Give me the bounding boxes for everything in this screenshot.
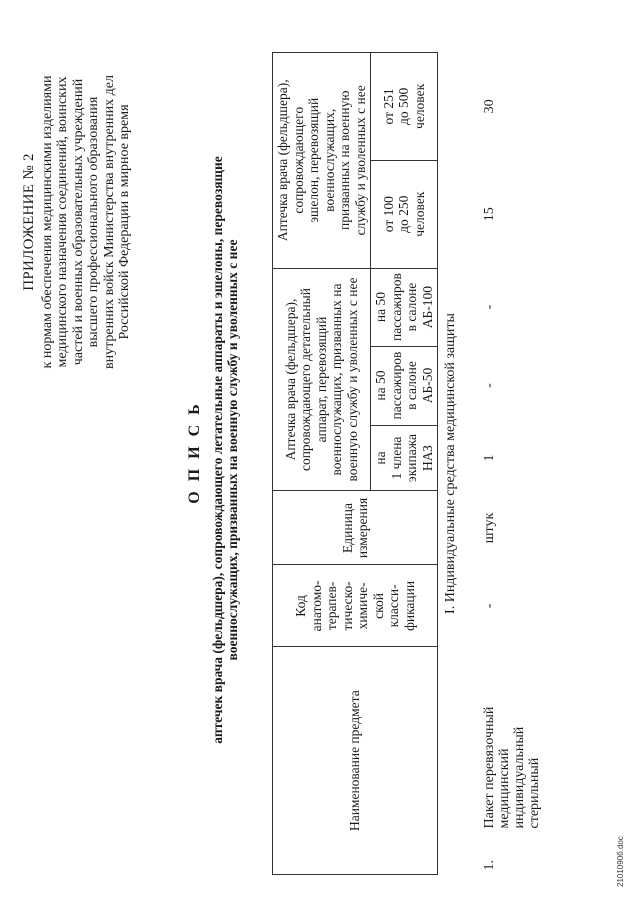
header-item-name: Наименование предмета: [273, 647, 438, 875]
header-train-100-250: от 100 до 250 человек: [371, 160, 438, 268]
item-qty-ab100: -: [481, 304, 497, 310]
document-title: О П И С Ь: [186, 401, 203, 504]
table-row: [462, 53, 547, 875]
appendix-line: внутренних войск Министерства внутренних дел: [101, 75, 117, 369]
item-cell: [462, 647, 547, 875]
header-unit: Единица измерения: [273, 491, 438, 565]
item-unit: штук: [481, 512, 497, 544]
item-number: 1.: [481, 860, 497, 871]
item-qty-ab50: -: [481, 383, 497, 388]
subtitle-line: военнослужащих, призванных на военную службу и уволенных с нее: [225, 239, 240, 661]
appendix-line: частей и военных образовательных учреждений: [70, 78, 86, 366]
document-subtitle: [210, 65, 240, 835]
appendix-line: высшего профессионального образования: [86, 96, 101, 348]
appendix-line: Российской Федерации в мирное время: [117, 104, 132, 340]
section-row: [438, 53, 462, 875]
header-crew-kit: на 1 члена экипажа НАЗ: [371, 425, 438, 491]
item-code: -: [481, 603, 497, 609]
item-qty-crew: 1: [481, 454, 497, 462]
item-name: Пакет перевязочный медицинский индивидуальный стерильный: [481, 706, 542, 829]
appendix-title: ПРИЛОЖЕНИЕ № 2: [21, 153, 37, 291]
header-ab100-kit: на 50 пассажиров в салоне АБ-100: [371, 268, 438, 346]
appendix-header: [22, 17, 133, 427]
header-train-251-500: от 251 до 500 человек: [371, 53, 438, 161]
appendix-line: медицинского назначения соединений, воинских: [55, 76, 70, 368]
supply-table: [272, 52, 546, 875]
item-qty-train-250: 15: [481, 207, 497, 222]
header-train-kit: Аптечка врача (фельдшера), сопровождающего эшелон, перевозящий военнослужащих, призванных на военную службу и уволенных с нее: [273, 53, 371, 269]
subtitle-line: аптечек врача (фельдшера), сопровождающего летательные аппараты и эшелоны, перевозящие: [210, 156, 225, 744]
section-title: I. Индивидуальные средства медицинской защиты: [438, 53, 462, 875]
footer-filename: 2101090б.doc: [616, 836, 625, 887]
item-qty-train-500: 30: [481, 99, 497, 114]
header-aircraft-kit: Аптечка врача (фельдшера), сопровождающего детательный аппарат, перевозящий военнослужащих, призванных на военную службу и уволенных с нее: [273, 268, 371, 491]
appendix-line: к нормам обеспечения медицинскими изделиями: [39, 75, 55, 369]
header-ab50-kit: на 50 пассажиров в салоне АБ-50: [371, 346, 438, 425]
header-classification-code: Код анатомо- терапев- тическо- химиче- ской класси- фикации: [273, 565, 438, 647]
